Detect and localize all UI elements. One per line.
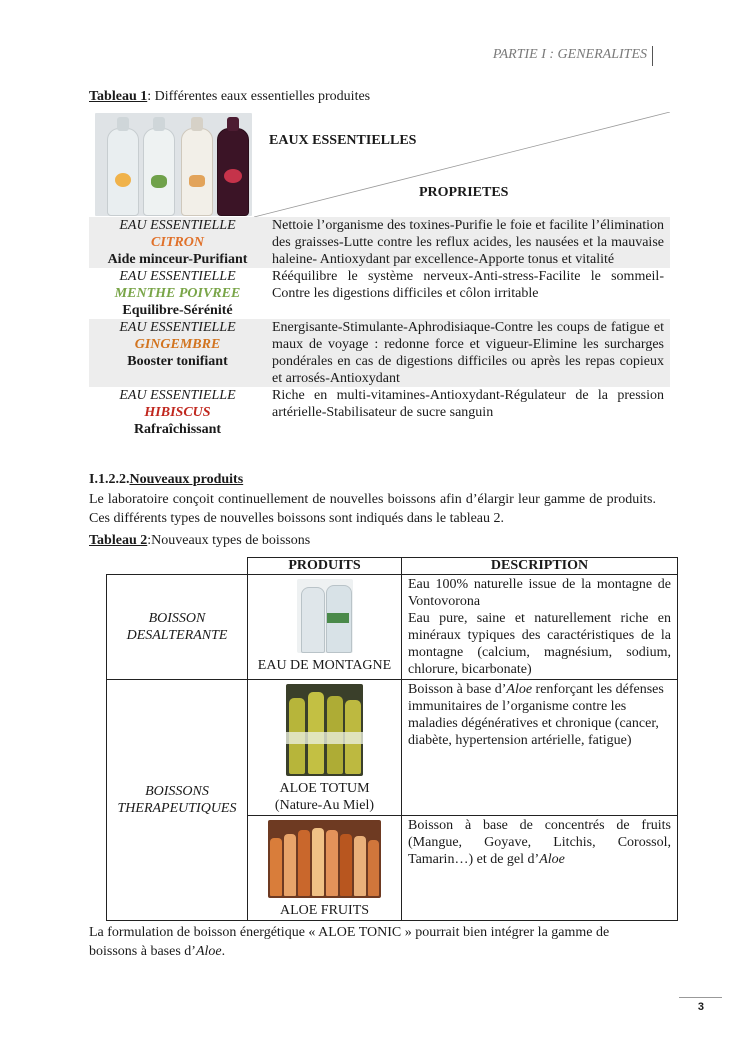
aloe-totum-photo: [286, 684, 363, 776]
eau-de-montagne-photo: [297, 579, 353, 653]
column-header-products: PRODUITS: [248, 558, 402, 575]
table2-caption-label: Tableau 2: [89, 533, 148, 548]
closing-paragraph: [89, 923, 656, 961]
table1-properties-title: PROPRIETES: [419, 185, 509, 200]
table-row: [89, 387, 670, 438]
closing-text: .: [221, 944, 226, 959]
table2-caption: [89, 533, 310, 549]
product-cell: [248, 680, 402, 816]
table1: [89, 112, 670, 438]
header-divider: [652, 46, 653, 66]
table2-empty-corner: [107, 558, 248, 575]
product-cell: [89, 268, 266, 319]
product-cell: [89, 217, 266, 268]
product-cell: [248, 816, 402, 921]
product-prefix: EAU ESSENTIELLE: [119, 269, 236, 284]
product-prefix: EAU ESSENTIELLE: [119, 388, 236, 403]
aloe-fruits-photo: [268, 820, 381, 898]
table-row: [107, 680, 678, 816]
table1-column-title: EAUX ESSENTIELLES: [269, 133, 417, 148]
product-name: EAU DE MONTAGNE: [257, 658, 392, 673]
product-name: CITRON: [151, 235, 204, 250]
product-properties: Rééquilibre le système nerveux-Anti-stress-Facilite le sommeil-Contre les digestions difficiles et côlon irritable: [272, 269, 664, 301]
product-tagline: Equilibre-Sérénité: [122, 303, 233, 318]
product-cell: [89, 319, 266, 387]
table1-caption: [89, 89, 370, 105]
product-name: GINGEMBRE: [134, 337, 221, 352]
product-tagline: Aide minceur-Purifiant: [107, 252, 248, 267]
table-row: [89, 319, 670, 387]
product-variant: (Nature-Au Miel): [274, 798, 375, 813]
product-properties: Energisante-Stimulante-Aphrodisiaque-Contre les coups de fatigue et maux de voyage : redonne force et vigueur-Elimine les surcharges pondérales en cas de digestions difficiles ou après les repas copieux et arrosés-Antioxydant: [266, 319, 670, 387]
description-line: Eau pure, saine et naturellement riche en minéraux typiques des caractéristiques de la montagne (calcium, magnésium, sodium, chlorure, bicarbonate): [408, 611, 671, 677]
product-name: HIBISCUS: [144, 405, 211, 420]
product-tagline: Booster tonifiant: [127, 354, 228, 369]
description-italic: Aloe: [506, 682, 533, 697]
closing-italic: Aloe: [195, 944, 222, 959]
category-label: BOISSON: [148, 611, 206, 626]
table-row: [107, 575, 678, 680]
product-prefix: EAU ESSENTIELLE: [119, 320, 236, 335]
product-description: [402, 680, 678, 816]
table1-caption-text: : Différentes eaux essentielles produites: [147, 89, 371, 104]
table-row: [89, 268, 670, 319]
table2-caption-text: :Nouveaux types de boissons: [147, 533, 311, 548]
product-prefix: EAU ESSENTIELLE: [119, 218, 236, 233]
description-italic: Aloe: [539, 852, 565, 867]
product-properties: Riche en multi-vitamines-Antioxydant-Régulateur de la pression artérielle-Stabilisateur de sucre sanguin: [272, 388, 664, 420]
product-description: [402, 816, 678, 921]
category-label: DESALTERANTE: [126, 628, 228, 643]
table2-header-row: [107, 558, 678, 575]
product-tagline: Rafraîchissant: [133, 422, 222, 437]
product-description: [402, 575, 678, 680]
description-text: Boisson à base d’: [408, 682, 507, 697]
closing-text: La formulation de boisson énergétique « ALOE TONIC » pourrait bien intégrer la gamme de boissons à bases d’: [89, 925, 610, 959]
product-name: ALOE TOTUM: [279, 781, 370, 796]
description-line: Eau 100% naturelle issue de la montagne de Vontovorona: [408, 577, 671, 609]
product-cell: [248, 575, 402, 680]
product-cell: [89, 387, 266, 438]
table2: [106, 557, 678, 921]
header-diagonal-line: [254, 112, 670, 217]
product-name: ALOE FRUITS: [279, 903, 370, 918]
table-row: [89, 217, 670, 268]
category-label: THERAPEUTIQUES: [117, 801, 237, 816]
table1-header-cell: [89, 112, 670, 217]
product-name: MENTHE POIVREE: [114, 286, 241, 301]
category-label: BOISSONS: [145, 784, 209, 799]
section-heading: [89, 472, 243, 488]
category-cell: [107, 575, 248, 680]
table1-header-row: [89, 112, 670, 217]
running-header: PARTIE I : GENERALITES: [492, 47, 647, 62]
table1-caption-label: Tableau 1: [89, 89, 148, 104]
essential-waters-photo: [95, 113, 252, 216]
category-cell: [107, 680, 248, 921]
section-number: I.1.2.2.: [89, 472, 130, 487]
section-paragraph: Le laboratoire conçoit continuellement de nouvelles boissons afin d’élargir leur gamme de produits. Ces différents types de nouvelles boissons sont indiqués dans le tableau 2.: [89, 492, 656, 526]
section-title: Nouveaux produits: [129, 472, 244, 487]
description-text: renforçant les défenses immunitaires de l’organisme contre les maladies dégénératives et chronique (cancer, diabète, hypertension artérielle, fatigue): [408, 682, 664, 748]
page-number-rule: [679, 997, 722, 998]
description-text: Boisson à base de concentrés de fruits (Mangue, Goyave, Litchis, Corossol, Tamarin…) et de gel d’: [408, 818, 671, 867]
page-number: 3: [697, 1001, 704, 1013]
product-properties: Nettoie l’organisme des toxines-Purifie le foie et facilite l’élimination des graisses-Lutte contre les reflux acides, les nausées et la mauvaise haleine- Antioxydant par excellence-Apporte tonus et vitalité: [266, 217, 670, 268]
column-header-description: DESCRIPTION: [402, 558, 678, 575]
